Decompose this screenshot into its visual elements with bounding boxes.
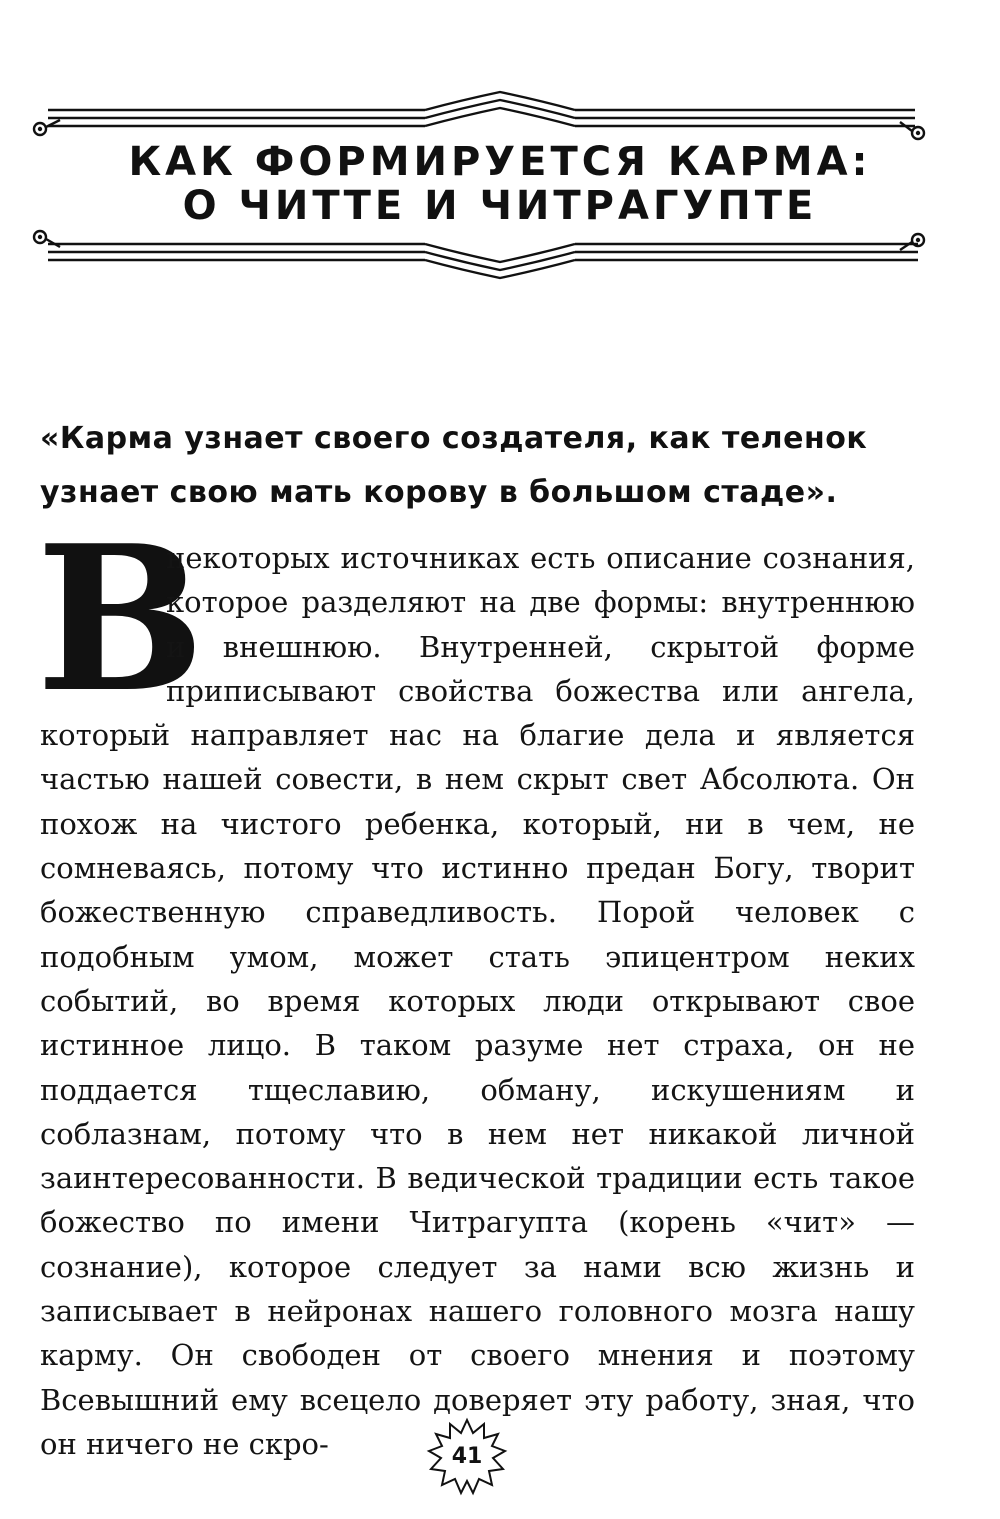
epigraph-line-2: узнает свою мать корову в большом стаде». — [40, 475, 838, 510]
body-paragraph — [36, 502, 915, 1466]
body-paragraph-text: некоторых источниках есть описание сознания, которое разделяют на две формы: внутреннюю и внешнюю. Внутренней, скрытой форме приписывают свойства божества или ангела, который направляет нас на благие дела и является частью нашей совести, в нем скрыт свет Абсолюта. Он похож на чистого ребенка, который, ни в чем, не сомневаясь, потому что истинно предан Богу, творит божественную справедливость. Порой человек с подобным умом, может стать эпицентром неких событий, во время которых люди открывают свое истинное лицо. В таком разуме нет страха, он не поддается тщеславию, обману, искушениям и соблазнам, потому что в нем нет никакой личной заинтересованности. В ведической традиции есть такое божество по имени Читрагупта (корень «чит» — сознание), которое следует за нами всю жизнь и записывает в нейронах нашего головного мозга нашу карму. Он свободен от своего мнения и поэтому Всевышний ему всецело доверяет эту работу, зная, что он ничего не скро- — [40, 541, 915, 1461]
chapter-title-frame — [0, 0, 1000, 300]
page-number-badge — [426, 1416, 508, 1498]
drop-cap-letter: В — [36, 502, 206, 737]
epigraph-line-1: «Карма узнает своего создателя, как теленок — [40, 421, 868, 456]
chapter-title-line-1: КАК ФОРМИРУЕТСЯ КАРМА: — [128, 139, 872, 185]
chapter-title-line-2: О ЧИТТЕ И ЧИТРАГУПТЕ — [182, 183, 818, 229]
chapter-title — [70, 140, 930, 228]
page-number: 41 — [451, 1444, 483, 1469]
